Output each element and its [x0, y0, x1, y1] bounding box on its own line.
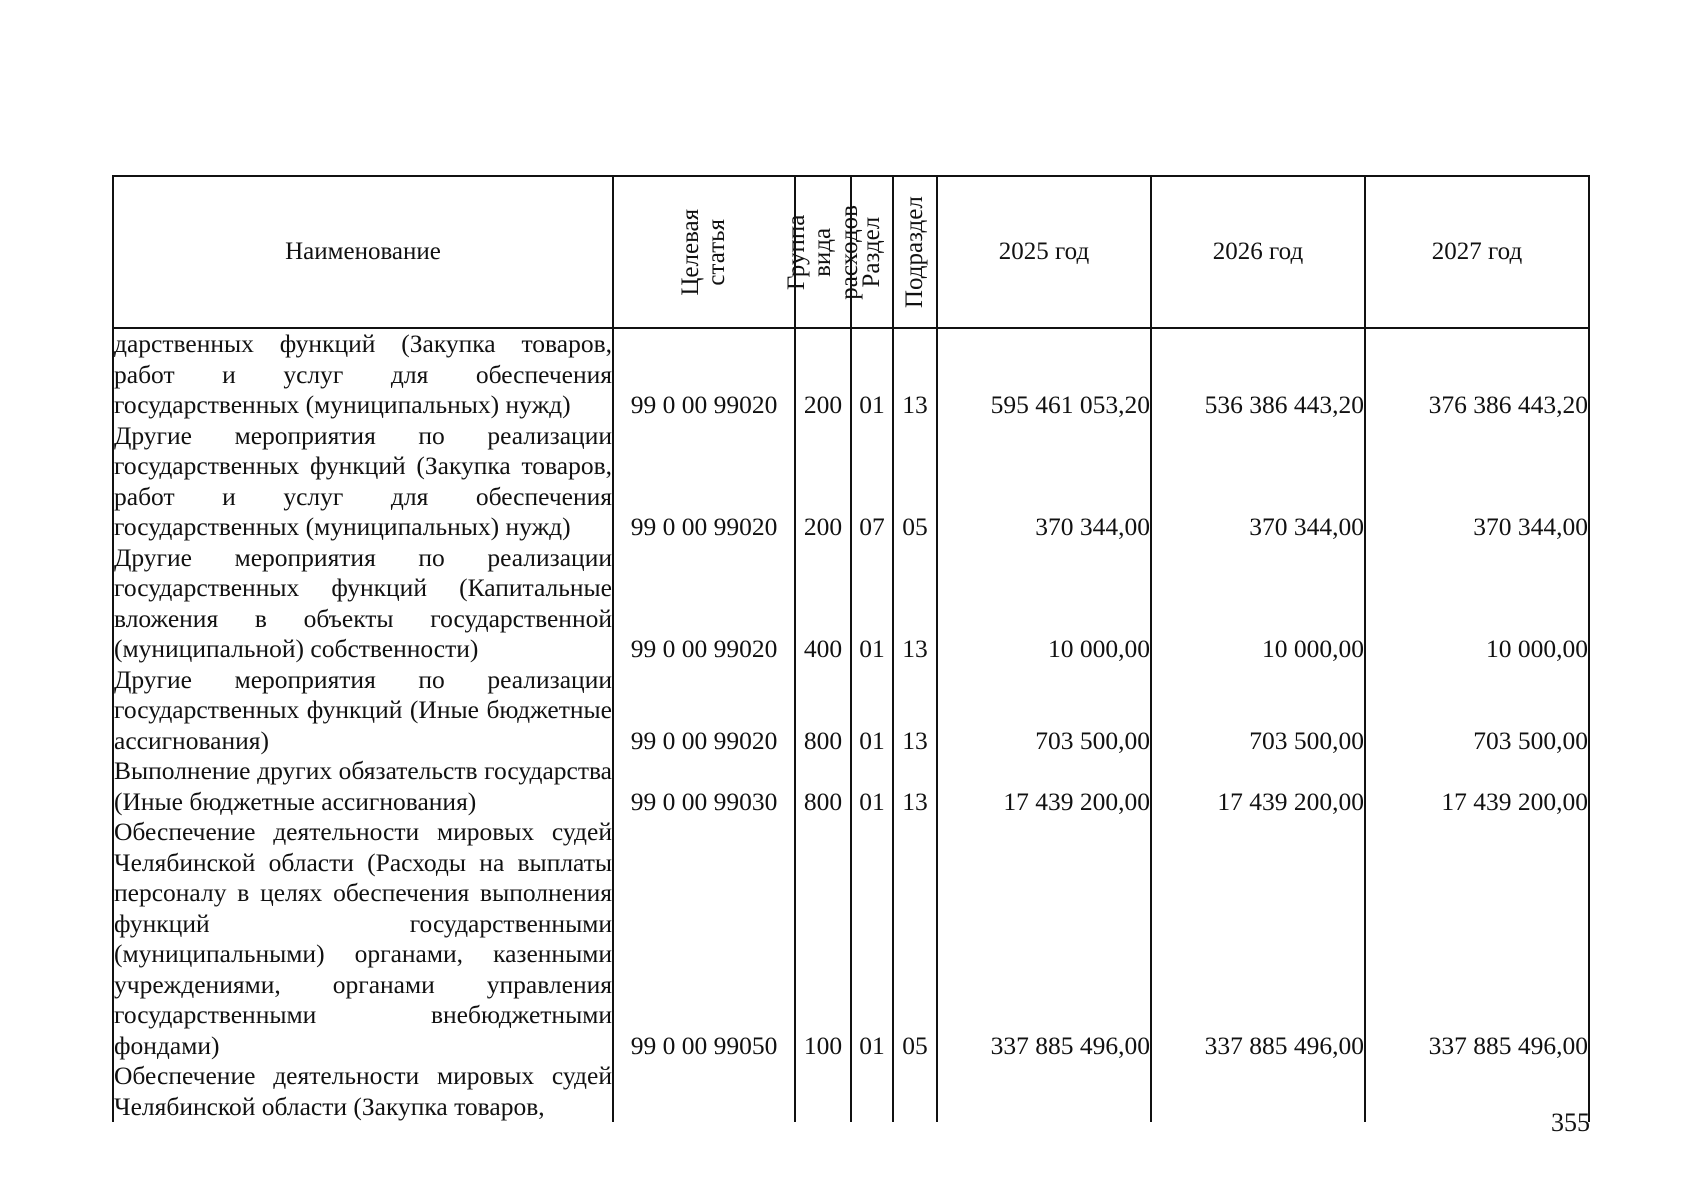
table-row — [113, 543, 1589, 665]
row-amount-2027: 370 344,00 — [1365, 421, 1589, 543]
table-row — [113, 665, 1589, 757]
row-amount-2027: 337 885 496,00 — [1365, 817, 1589, 1061]
row-subsection: 13 — [893, 756, 937, 817]
header-target-article: Целевая статья — [613, 176, 795, 328]
header-section: Раздел — [851, 176, 893, 328]
row-amount-2027: 376 386 443,20 — [1365, 328, 1589, 421]
row-name: Обеспечение деятельности мировых судей Челябинской области (Закупка товаров, — [114, 1061, 612, 1121]
row-subsection — [893, 1061, 937, 1122]
row-section: 01 — [851, 543, 893, 665]
row-expense-group — [795, 1061, 851, 1122]
header-year-2025: 2025 год — [937, 176, 1151, 328]
row-amount-2027: 17 439 200,00 — [1365, 756, 1589, 817]
row-amount-2027: 703 500,00 — [1365, 665, 1589, 757]
row-amount-2026: 17 439 200,00 — [1151, 756, 1365, 817]
budget-table — [112, 175, 1590, 1122]
row-subsection: 13 — [893, 328, 937, 421]
page-number: 355 — [1551, 1108, 1590, 1137]
table-row — [113, 328, 1589, 421]
row-amount-2026: 703 500,00 — [1151, 665, 1365, 757]
row-target-article: 99 0 00 99020 — [613, 421, 795, 543]
row-amount-2026: 536 386 443,20 — [1151, 328, 1365, 421]
row-expense-group: 800 — [795, 756, 851, 817]
row-subsection: 13 — [893, 665, 937, 757]
row-target-article: 99 0 00 99020 — [613, 328, 795, 421]
header-name: Наименование — [113, 176, 613, 328]
row-amount-2026: 337 885 496,00 — [1151, 817, 1365, 1061]
table-header — [113, 176, 1589, 328]
row-section: 01 — [851, 665, 893, 757]
row-target-article — [613, 1061, 795, 1122]
row-name: Обеспечение деятельности мировых судей Челябинской области (Расходы на выплаты персоналу в целях обеспечения выполнения функций государственными (муниципальными) органами, казенными учреждениями, органами управления государственными внебюджетными фондами) — [114, 817, 612, 1060]
row-name: Выполнение других обязательств государства (Иные бюджетные ассигнования) — [114, 756, 612, 816]
row-section: 01 — [851, 328, 893, 421]
header-subsection: Подраздел — [893, 176, 937, 328]
row-amount-2026 — [1151, 1061, 1365, 1122]
header-expense-group: Группа вида расходов — [795, 176, 851, 328]
row-amount-2025 — [937, 1061, 1151, 1122]
row-amount-2025: 370 344,00 — [937, 421, 1151, 543]
row-amount-2027: 10 000,00 — [1365, 543, 1589, 665]
row-amount-2026: 370 344,00 — [1151, 421, 1365, 543]
row-target-article: 99 0 00 99020 — [613, 665, 795, 757]
row-amount-2026: 10 000,00 — [1151, 543, 1365, 665]
row-expense-group: 200 — [795, 328, 851, 421]
row-amount-2025: 10 000,00 — [937, 543, 1151, 665]
row-expense-group: 100 — [795, 817, 851, 1061]
row-amount-2025: 595 461 053,20 — [937, 328, 1151, 421]
row-subsection: 05 — [893, 421, 937, 543]
table-body — [113, 328, 1589, 1122]
row-target-article: 99 0 00 99030 — [613, 756, 795, 817]
table-row — [113, 1061, 1589, 1122]
row-section: 01 — [851, 817, 893, 1061]
header-year-2026: 2026 год — [1151, 176, 1365, 328]
row-expense-group: 800 — [795, 665, 851, 757]
row-subsection: 05 — [893, 817, 937, 1061]
table-row — [113, 756, 1589, 817]
row-name: дарственных функций (Закупка товаров, работ и услуг для обеспечения государственных (муниципальных) нужд) — [114, 329, 612, 419]
row-name: Другие мероприятия по реализации государственных функций (Капитальные вложения в объекты государственной (муниципальной) собственности) — [114, 542, 612, 663]
row-section: 07 — [851, 421, 893, 543]
header-year-2027: 2027 год — [1365, 176, 1589, 328]
row-expense-group: 400 — [795, 543, 851, 665]
row-target-article: 99 0 00 99020 — [613, 543, 795, 665]
row-amount-2025: 703 500,00 — [937, 665, 1151, 757]
row-name: Другие мероприятия по реализации государственных функций (Закупка товаров, работ и услуг для обеспечения государственных (муниципальных) нужд) — [114, 420, 612, 541]
row-subsection: 13 — [893, 543, 937, 665]
table-row — [113, 421, 1589, 543]
row-target-article: 99 0 00 99050 — [613, 817, 795, 1061]
row-amount-2025: 337 885 496,00 — [937, 817, 1151, 1061]
row-expense-group: 200 — [795, 421, 851, 543]
row-section — [851, 1061, 893, 1122]
row-name: Другие мероприятия по реализации государственных функций (Иные бюджетные ассигнования) — [114, 664, 612, 755]
row-amount-2025: 17 439 200,00 — [937, 756, 1151, 817]
table-row — [113, 817, 1589, 1061]
row-section: 01 — [851, 756, 893, 817]
